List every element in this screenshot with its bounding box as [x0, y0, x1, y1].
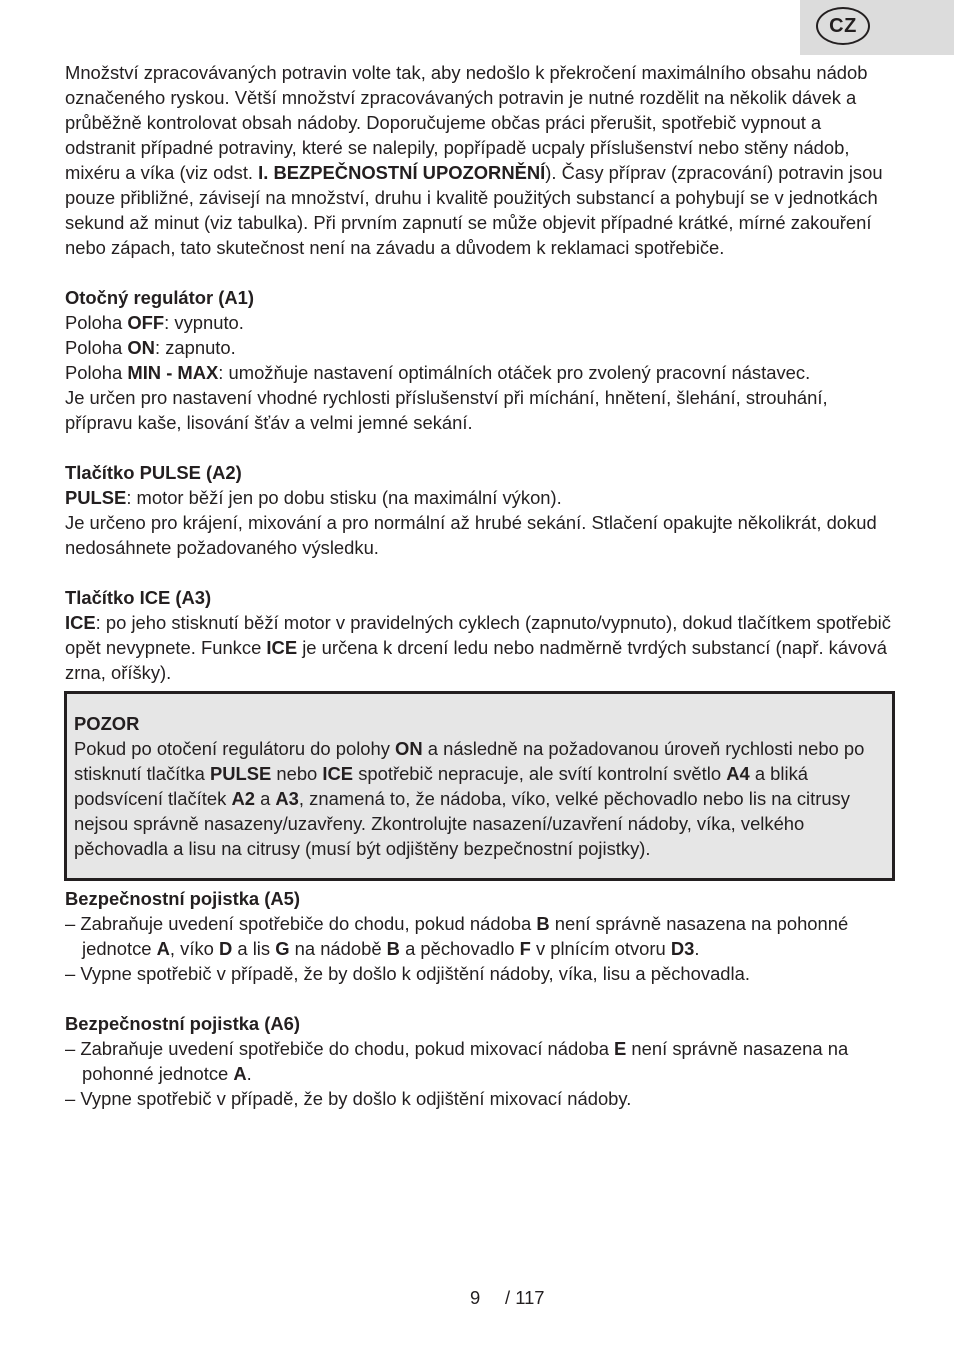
- warning-text-2: a následně na požadovanou úroveň rychlosti nebo po stisknutí tlačítka: [74, 738, 865, 784]
- spacer: [65, 435, 895, 460]
- a1-off-text: : vypnuto.: [164, 312, 244, 333]
- section-a2-heading: Tlačítko PULSE (A2): [65, 462, 242, 483]
- section-a2: [65, 460, 895, 560]
- section-a1-heading: Otočný regulátor (A1): [65, 287, 255, 308]
- a5-item-1-bold: B: [386, 938, 400, 959]
- a6-item-1: [65, 1036, 895, 1086]
- a1-on-line: [65, 335, 895, 360]
- a1-on-key: ON: [127, 337, 155, 358]
- a5-item-1-text: není správně nasazena na pohonné jednotce: [82, 913, 849, 959]
- a5-item-1-bold: F: [519, 938, 531, 959]
- page-content: [65, 60, 895, 1111]
- spacer: [65, 986, 895, 1011]
- page-number: 9: [470, 1287, 481, 1308]
- warning-text-1: Pokud po otočení regulátoru do polohy: [74, 738, 396, 759]
- warning-text-4: spotřebič nepracuje, ale svítí kontrolní světlo: [353, 763, 727, 784]
- warning-text-7: , znamená to, že nádoba, víko, velké pěchovadlo nebo lis na citrusy nejsou správně nasazeny/uzavřeny. Zkontrolujte nasazení/uzavření nádoby, víka, velkého pěchovadla a lisu na citrusy (musí být odjištěny bezpečnostní pojistky).: [74, 788, 850, 859]
- a5-item-1-text: v plnícím otvoru: [530, 938, 671, 959]
- a1-off-line: [65, 310, 895, 335]
- a6-item-1-text: není správně nasazena na pohonné jednotce: [82, 1038, 849, 1084]
- a5-item-1-text: , víko: [169, 938, 219, 959]
- intro-bold-ref: I. BEZPEČNOSTNÍ UPOZORNĚNÍ: [258, 162, 546, 183]
- warning-box: [64, 691, 895, 881]
- a1-minmax-text: : umožňuje nastavení optimálních otáček pro zvolený pracovní nástavec.: [218, 362, 811, 383]
- a3-key: ICE: [65, 612, 96, 633]
- a6-item-1-text: .: [246, 1063, 252, 1084]
- warning-bold-5: A2: [231, 788, 255, 809]
- a1-off-prefix: Poloha: [65, 312, 128, 333]
- a1-minmax-prefix: Poloha: [65, 362, 128, 383]
- warning-text-3: nebo: [271, 763, 323, 784]
- warning-bold-4: A4: [726, 763, 750, 784]
- warning-bold-1: ON: [395, 738, 423, 759]
- a6-item-1-text: – Zabraňuje uvedení spotřebiče do chodu, pokud mixovací nádoba: [65, 1038, 615, 1059]
- a6-item-1-bold: A: [233, 1063, 247, 1084]
- a3-key-2: ICE: [266, 637, 298, 658]
- a1-description: Je určen pro nastavení vhodné rychlosti příslušenství při míchání, hnětení, šlehání, strouhání, přípravu kaše, lisování šťáv a velmi jemné sekání.: [65, 387, 828, 433]
- a3-text-1: : po jeho stisknutí běží motor v pravidelných cyklech (zapnuto/vypnuto), dokud tlačítkem spotřebič opět nevypnete. Funkce: [65, 612, 891, 658]
- a5-item-1-text: a pěchovadlo: [399, 938, 520, 959]
- a2-text: : motor běží jen po dobu stisku (na maximální výkon).: [126, 487, 562, 508]
- section-a6-heading: Bezpečnostní pojistka (A6): [65, 1013, 301, 1034]
- a1-minmax-line: [65, 360, 895, 385]
- section-a6: [65, 1011, 895, 1111]
- a6-item-2: – Vypne spotřebič v případě, že by došlo k odjištění mixovací nádoby.: [65, 1088, 632, 1109]
- section-a3: [65, 585, 895, 685]
- section-a1: [65, 285, 895, 435]
- warning-text-5: a bliká podsvícení tlačítek: [74, 763, 808, 809]
- a5-item-1-bold: B: [536, 913, 550, 934]
- section-a5: [65, 886, 895, 986]
- a5-item-1-text: a lis: [232, 938, 276, 959]
- a5-item-1-text: .: [694, 938, 700, 959]
- warning-text: [74, 736, 884, 861]
- a5-item-1-bold: D: [218, 938, 233, 959]
- spacer: [65, 560, 895, 585]
- warning-text-6: a: [254, 788, 276, 809]
- spacer: [65, 260, 895, 285]
- intro-text-2: ). Časy příprav (zpracování) potravin jsou pouze přibližné, závisejí na množství, druhu i kvalitě použitých substancí a pohybují se v jednotkách sekund až minut (viz tabulka). Při prvním zapnutí se může objevit případné krátké, mírné zakouření nebo zápach, tato skutečnost není na závadu a důvodem k reklamaci spotřebiče.: [65, 162, 883, 258]
- warning-bold-2: PULSE: [209, 763, 272, 784]
- a1-minmax-key: MIN - MAX: [127, 362, 219, 383]
- a2-description: Je určeno pro krájení, mixování a pro normální až hrubé sekání. Stlačení opakujte několikrát, dokud nedosáhnete požadovaného výsledku.: [65, 512, 877, 558]
- a1-off-key: OFF: [127, 312, 165, 333]
- warning-title: POZOR: [74, 713, 140, 734]
- a6-item-1-bold: E: [614, 1038, 627, 1059]
- a5-item-1-text: – Zabraňuje uvedení spotřebiče do chodu, pokud nádoba: [65, 913, 537, 934]
- a5-item-1: [65, 911, 895, 961]
- a5-item-1-text: na nádobě: [289, 938, 387, 959]
- a5-item-2: – Vypne spotřebič v případě, že by došlo k odjištění nádoby, víka, lisu a pěchovadla.: [65, 963, 750, 984]
- warning-bold-3: ICE: [322, 763, 354, 784]
- a5-item-1-bold: D3: [670, 938, 695, 959]
- a1-on-prefix: Poloha: [65, 337, 128, 358]
- intro-paragraph: [65, 60, 895, 260]
- a5-item-1-bold: A: [156, 938, 170, 959]
- section-a3-heading: Tlačítko ICE (A3): [65, 587, 212, 608]
- a2-key: PULSE: [65, 487, 127, 508]
- language-badge: [816, 7, 870, 45]
- a2-line: [65, 485, 895, 510]
- section-a5-heading: Bezpečnostní pojistka (A5): [65, 888, 301, 909]
- language-tab: [800, 0, 954, 55]
- a1-on-text: : zapnuto.: [154, 337, 236, 358]
- warning-bold-6: A3: [275, 788, 299, 809]
- a3-description: [65, 610, 895, 685]
- a3-text-2: je určena k drcení ledu nebo nadměrně tvrdých substancí (např. kávová zrna, oříšky).: [65, 637, 887, 683]
- intro-text-1: Množství zpracovávaných potravin volte tak, aby nedošlo k překročení maximálního obsahu nádob označeného ryskou. Větší množství zpracovávaných potravin je nutné rozdělit na několik dávek a průběžně kontrolovat obsah nádoby. Doporučujeme občas práci přerušit, spotřebič vypnout a odstranit případné potraviny, které se nalepily, popřípadě ucpaly příslušenství nebo stěny nádob, mixéru a víka (viz odst.: [65, 62, 868, 183]
- page-total: / 117: [505, 1287, 545, 1308]
- a5-item-1-bold: G: [275, 938, 290, 959]
- language-label: CZ: [829, 14, 857, 37]
